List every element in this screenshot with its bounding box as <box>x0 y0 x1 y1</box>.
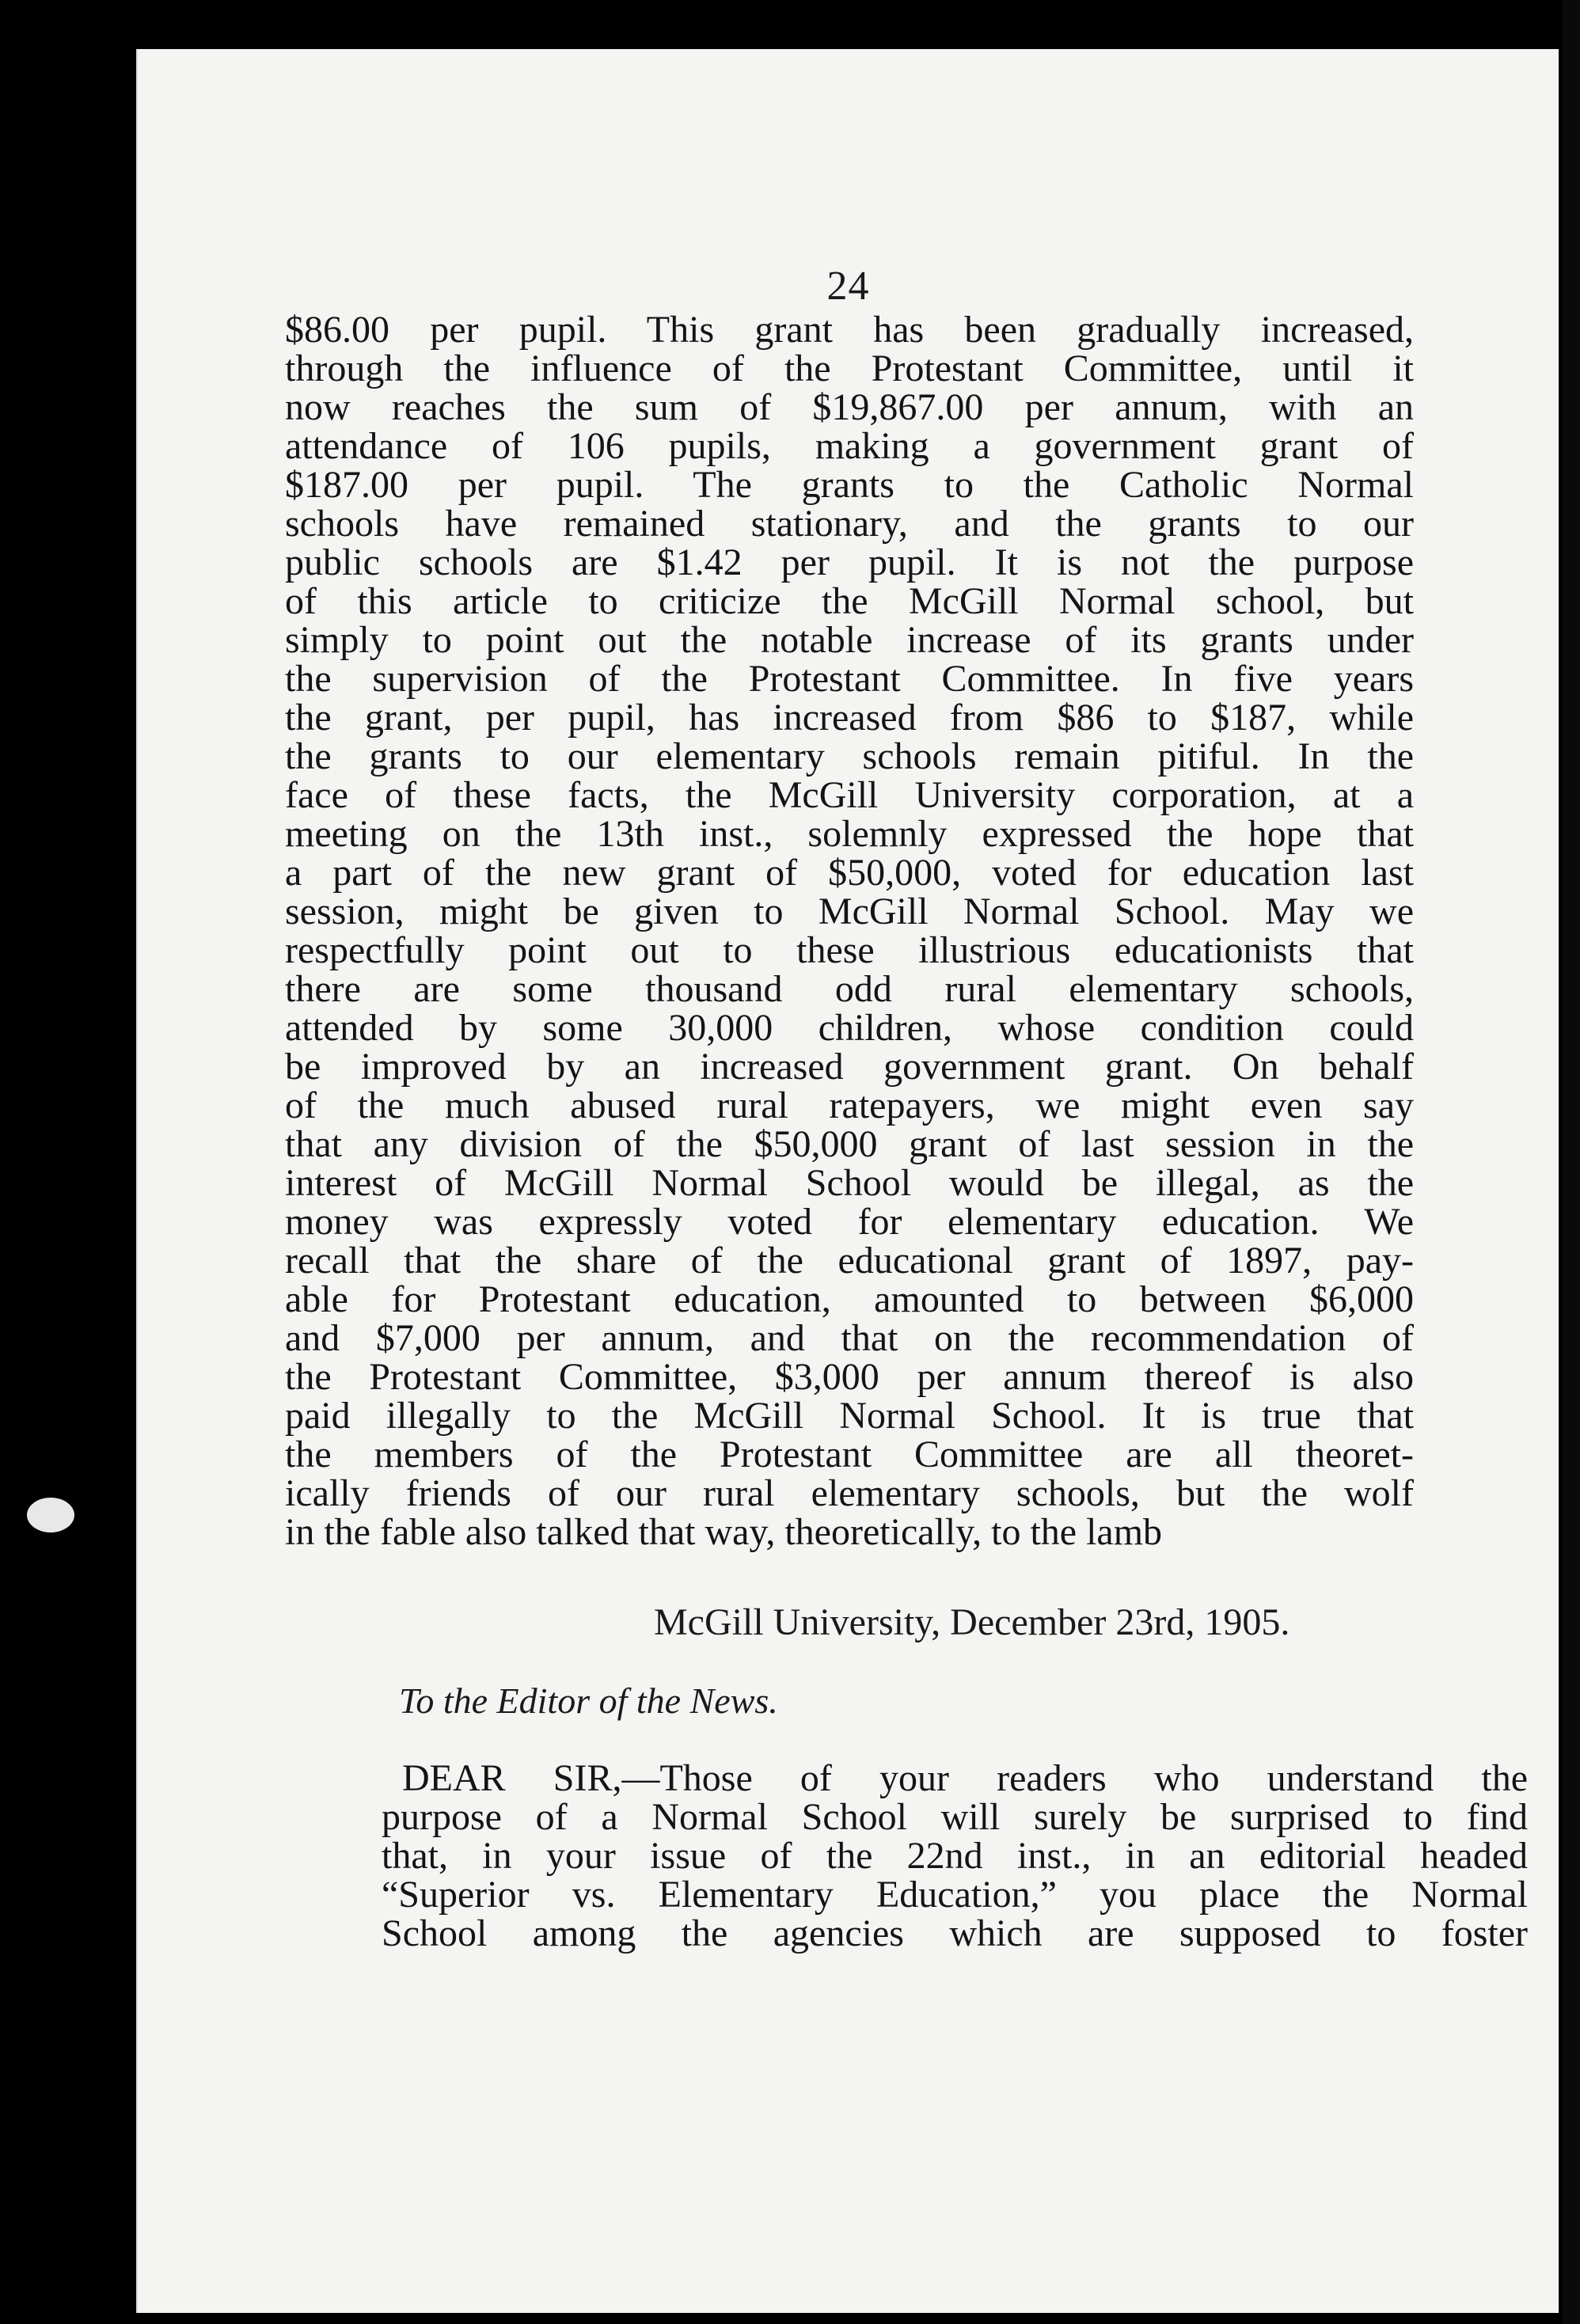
body-line: of this article to criticize the McGill Normal school, but <box>285 580 1414 622</box>
body-line: simply to point out the notable increase of its grants under <box>285 619 1414 661</box>
body-line: $187.00 per pupil. The grants to the Catholic Normal <box>285 464 1414 506</box>
body-line: attendance of 106 pupils, making a government grant of <box>285 425 1414 467</box>
letter-line: DEAR SIR,—Those of your readers who understand the <box>402 1757 1528 1799</box>
body-line: be improved by an increased government grant. On behalf <box>285 1046 1414 1088</box>
body-line: ically friends of our rural elementary schools, but the wolf <box>285 1472 1414 1514</box>
body-line: now reaches the sum of $19,867.00 per annum, with an <box>285 386 1414 428</box>
body-line: paid illegally to the McGill Normal School. It is true that <box>285 1395 1414 1437</box>
body-line: face of these facts, the McGill University corporation, at a <box>285 774 1414 816</box>
body-line: session, might be given to McGill Normal School. May we <box>285 890 1414 932</box>
body-line: schools have remained stationary, and the grants to our <box>285 503 1414 545</box>
letter-line: “Superior vs. Elementary Education,” you place the Normal <box>382 1874 1528 1916</box>
letter-line: purpose of a Normal School will surely be surprised to find <box>382 1796 1528 1838</box>
scanned-page <box>136 49 1559 2313</box>
body-line: attended by some 30,000 children, whose condition could <box>285 1007 1414 1049</box>
body-line: meeting on the 13th inst., solemnly expressed the hope that <box>285 813 1414 855</box>
body-line: the grant, per pupil, has increased from $86 to $187, while <box>285 697 1414 739</box>
body-line: able for Protestant education, amounted to between $6,000 <box>285 1278 1414 1320</box>
body-line: through the influence of the Protestant Committee, until it <box>285 347 1414 389</box>
page-number: 24 <box>826 264 870 309</box>
body-line: $86.00 per pupil. This grant has been gradually increased, <box>285 309 1414 351</box>
body-line: and $7,000 per annum, and that on the recommendation of <box>285 1317 1414 1359</box>
body-line: interest of McGill Normal School would be illegal, as the <box>285 1162 1414 1204</box>
body-line: there are some thousand odd rural elementary schools, <box>285 968 1414 1010</box>
letter-text <box>382 1759 1528 1953</box>
paper-blemish <box>27 1498 74 1532</box>
body-line: a part of the new grant of $50,000, voted for education last <box>285 852 1414 894</box>
body-line: in the fable also talked that way, theoretically, to the lamb <box>285 1511 1163 1553</box>
body-line: the supervision of the Protestant Committee. In five years <box>285 658 1414 700</box>
body-text <box>285 310 1414 1551</box>
body-line: the members of the Protestant Committee are all theoret- <box>285 1434 1414 1475</box>
body-line: of the much abused rural ratepayers, we might even say <box>285 1084 1414 1126</box>
body-line: that any division of the $50,000 grant of last session in the <box>285 1123 1414 1165</box>
body-line: the grants to our elementary schools remain pitiful. In the <box>285 735 1414 777</box>
body-line: money was expressly voted for elementary education. We <box>285 1201 1414 1243</box>
letter-address: To the Editor of the News. <box>399 1680 778 1721</box>
body-line: public schools are $1.42 per pupil. It is not the purpose <box>285 541 1414 583</box>
page-edge-shadow <box>1563 0 1580 2324</box>
letter-line: that, in your issue of the 22nd inst., in an editorial headed <box>382 1835 1528 1877</box>
dateline-signature: McGill University, December 23rd, 1905. <box>654 1601 1290 1643</box>
letter-line: School among the agencies which are supposed to foster <box>382 1912 1528 1954</box>
body-line: recall that the share of the educational grant of 1897, pay- <box>285 1240 1414 1282</box>
body-line: respectfully point out to these illustrious educationists that <box>285 929 1414 971</box>
body-line: the Protestant Committee, $3,000 per annum thereof is also <box>285 1356 1414 1398</box>
